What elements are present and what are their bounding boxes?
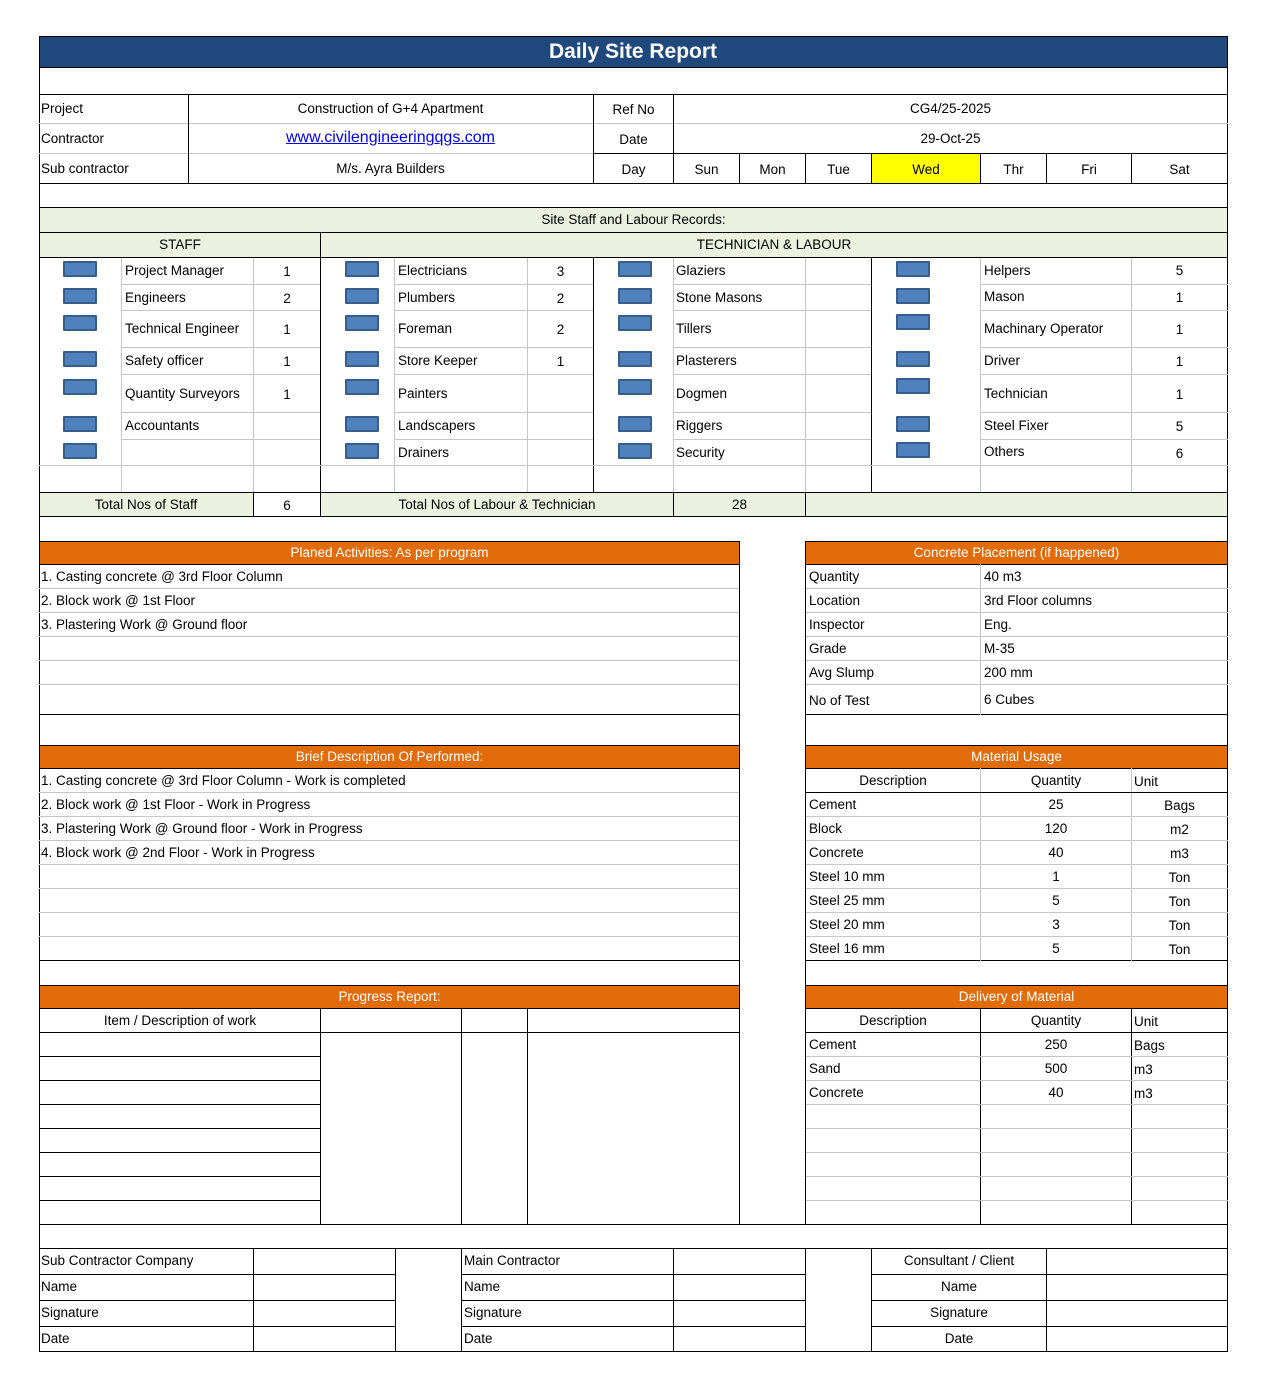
labour-count: 1: [1175, 290, 1184, 305]
material-usage-desc: Block: [809, 821, 843, 836]
labour-checkbox[interactable]: [345, 315, 379, 331]
labour-label: Helpers: [984, 263, 1031, 278]
staff-header: STAFF: [39, 232, 321, 258]
delivery-header: Quantity: [1030, 1013, 1082, 1028]
staff-count: 2: [283, 291, 291, 306]
staff-label: Quantity Surveyors: [125, 386, 240, 401]
material-usage-unit: m2: [1170, 822, 1189, 837]
labour-header: TECHNICIAN & LABOUR: [320, 232, 1228, 258]
total-staff-value: 6: [283, 498, 291, 513]
project-value: Construction of G+4 Apartment: [297, 101, 484, 116]
labour-label: Driver: [984, 353, 1020, 368]
concrete-value: 3rd Floor columns: [984, 593, 1093, 608]
labour-label: Foreman: [398, 321, 453, 336]
sub-date-label: Date: [41, 1331, 70, 1346]
material-usage-desc: Concrete: [809, 845, 864, 860]
delivery-unit: m3: [1134, 1062, 1153, 1077]
material-usage-desc: Cement: [809, 797, 857, 812]
delivery-desc: Cement: [809, 1037, 857, 1052]
staff-count: 1: [283, 264, 291, 279]
performed-status: Work in Progress: [211, 845, 315, 860]
delivery-qty: 500: [1044, 1061, 1068, 1076]
labour-count: 6: [1175, 446, 1184, 461]
labour-label: Store Keeper: [398, 353, 478, 368]
staff-label: Safety officer: [125, 353, 204, 368]
labour-label: Steel Fixer: [984, 418, 1049, 433]
sub-signature-label: Signature: [41, 1305, 99, 1320]
staff-count: 1: [283, 354, 291, 369]
concrete-label: Avg Slump: [809, 665, 875, 680]
material-usage-header: Description: [859, 773, 927, 788]
delivery-desc: Sand: [809, 1061, 841, 1076]
concrete-label: Grade: [809, 641, 847, 656]
delivery-title: Delivery of Material: [805, 985, 1228, 1009]
consultant-signature-label: Signature: [930, 1305, 988, 1320]
labour-count: 1: [556, 354, 565, 369]
performed-item: [41, 821, 363, 837]
staff-checkbox[interactable]: [63, 351, 97, 367]
labour-label: Security: [676, 445, 725, 460]
consultant-name-label: Name: [940, 1279, 977, 1294]
performed-item: [41, 797, 310, 813]
staff-checkbox[interactable]: [63, 379, 97, 395]
labour-checkbox[interactable]: [618, 443, 652, 459]
labour-label: Others: [984, 444, 1025, 459]
subcontractor-value: M/s. Ayra Builders: [336, 161, 445, 176]
concrete-value: 40 m3: [984, 569, 1022, 584]
day-thr[interactable]: Thr: [1003, 162, 1024, 177]
labour-count: 2: [556, 291, 565, 306]
labour-count: 3: [556, 264, 565, 279]
material-usage-qty: 1: [1052, 869, 1060, 884]
labour-checkbox[interactable]: [618, 416, 652, 432]
labour-count: 1: [1175, 387, 1184, 402]
day-wed[interactable]: Wed: [912, 162, 940, 177]
material-usage-desc: Steel 20 mm: [809, 917, 885, 932]
delivery-unit: m3: [1134, 1086, 1153, 1101]
material-usage-header: Unit: [1134, 774, 1159, 789]
day-tue[interactable]: Tue: [827, 162, 850, 177]
concrete-value: 200 mm: [984, 665, 1033, 680]
labour-count: 1: [1175, 354, 1184, 369]
material-usage-desc: Steel 25 mm: [809, 893, 885, 908]
day-sat[interactable]: Sat: [1169, 162, 1190, 177]
material-usage-unit: Bags: [1164, 798, 1195, 813]
delivery-qty: 250: [1044, 1037, 1068, 1052]
staff-label: Project Manager: [125, 263, 225, 278]
concrete-placement-title: Concrete Placement (if happened): [805, 541, 1228, 565]
concrete-label: Location: [809, 593, 861, 608]
delivery-header: Description: [859, 1013, 927, 1028]
material-usage-qty: 5: [1052, 941, 1060, 956]
labour-label: Painters: [398, 386, 448, 401]
staff-checkbox[interactable]: [63, 261, 97, 277]
date-value: 29-Oct-25: [920, 131, 981, 146]
performed-task: 3. Plastering Work @ Ground floor -: [41, 821, 260, 836]
labour-label: Riggers: [676, 418, 723, 433]
records-section-title: Site Staff and Labour Records:: [39, 207, 1228, 233]
performed-task: 1. Casting concrete @ 3rd Floor Column -: [41, 773, 295, 788]
labour-checkbox[interactable]: [345, 379, 379, 395]
material-usage-title: Material Usage: [805, 745, 1228, 769]
contractor-website-link[interactable]: www.civilengineeringqgs.com: [286, 129, 495, 146]
staff-checkbox[interactable]: [63, 288, 97, 304]
material-usage-unit: Ton: [1168, 870, 1191, 885]
date-label: Date: [619, 132, 648, 147]
labour-checkbox[interactable]: [896, 288, 930, 304]
total-labour-value: 28: [731, 497, 748, 512]
concrete-label: Quantity: [809, 569, 860, 584]
labour-label: Electricians: [398, 263, 468, 278]
concrete-label: No of Test: [809, 693, 870, 708]
labour-label: Glaziers: [676, 263, 726, 278]
delivery-qty: 40: [1048, 1085, 1064, 1100]
labour-count: 5: [1175, 419, 1184, 434]
concrete-value: M-35: [984, 641, 1015, 656]
labour-label: Mason: [984, 289, 1025, 304]
material-usage-unit: Ton: [1168, 918, 1191, 933]
staff-checkbox[interactable]: [63, 443, 97, 459]
performed-title: Brief Description Of Performed:: [39, 745, 740, 769]
delivery-header: Unit: [1134, 1014, 1159, 1029]
day-fri[interactable]: Fri: [1081, 162, 1097, 177]
ref-no-label: Ref No: [612, 102, 655, 117]
page-title: Daily Site Report: [39, 36, 1227, 67]
labour-checkbox[interactable]: [345, 261, 379, 277]
labour-checkbox[interactable]: [896, 261, 930, 277]
concrete-value: 6 Cubes: [984, 692, 1035, 707]
labour-label: Machinary Operator: [984, 321, 1104, 336]
labour-checkbox[interactable]: [345, 443, 379, 459]
performed-task: 2. Block work @ 1st Floor -: [41, 797, 207, 812]
delivery-desc: Concrete: [809, 1085, 864, 1100]
progress-item-header: Item / Description of work: [103, 1013, 257, 1028]
material-usage-qty: 120: [1044, 821, 1068, 836]
labour-checkbox[interactable]: [896, 351, 930, 367]
total-labour-label: Total Nos of Labour & Technician: [398, 497, 596, 512]
material-usage-desc: Steel 10 mm: [809, 869, 885, 884]
labour-label: Landscapers: [398, 418, 476, 433]
ref-no-value: CG4/25-2025: [909, 101, 992, 116]
day-sun[interactable]: Sun: [694, 162, 719, 177]
main-name-label: Name: [464, 1279, 501, 1294]
material-usage-qty: 40: [1048, 845, 1064, 860]
labour-label: Plumbers: [398, 290, 456, 305]
subcontractor-label: Sub contractor: [41, 161, 129, 176]
day-mon[interactable]: Mon: [759, 162, 786, 177]
staff-checkbox[interactable]: [63, 416, 97, 432]
performed-task: 4. Block work @ 2nd Floor -: [41, 845, 212, 860]
concrete-label: Inspector: [809, 617, 865, 632]
labour-checkbox[interactable]: [345, 288, 379, 304]
performed-status: Work is completed: [294, 773, 406, 788]
material-usage-unit: m3: [1170, 846, 1189, 861]
labour-checkbox[interactable]: [618, 351, 652, 367]
sub-name-label: Name: [41, 1279, 78, 1294]
planned-activities-title: Planed Activities: As per program: [39, 541, 740, 565]
material-usage-unit: Ton: [1168, 894, 1191, 909]
labour-count: 5: [1175, 263, 1184, 278]
planned-activity-item: 1. Casting concrete @ 3rd Floor Column: [41, 569, 283, 584]
labour-checkbox[interactable]: [345, 351, 379, 367]
contractor-label: Contractor: [41, 131, 105, 146]
total-staff-label: Total Nos of Staff: [94, 497, 198, 512]
staff-label: Accountants: [125, 418, 200, 433]
staff-label: Engineers: [125, 290, 186, 305]
day-label: Day: [621, 162, 646, 177]
labour-label: Plasterers: [676, 353, 737, 368]
labour-label: Technician: [984, 386, 1048, 401]
sub-contractor-company-label: Sub Contractor Company: [41, 1253, 194, 1268]
performed-item: [41, 845, 315, 861]
consultant-label: Consultant / Client: [903, 1253, 1015, 1268]
labour-label: Stone Masons: [676, 290, 763, 305]
labour-checkbox[interactable]: [345, 416, 379, 432]
labour-count: 2: [556, 322, 565, 337]
labour-label: Dogmen: [676, 386, 728, 401]
labour-checkbox[interactable]: [618, 261, 652, 277]
labour-checkbox[interactable]: [896, 378, 930, 394]
staff-count: 1: [283, 322, 291, 337]
material-usage-unit: Ton: [1168, 942, 1191, 957]
planned-activity-item: 2. Block work @ 1st Floor: [41, 593, 195, 608]
labour-checkbox[interactable]: [618, 288, 652, 304]
consultant-date-label: Date: [944, 1331, 974, 1346]
material-usage-qty: 5: [1052, 893, 1060, 908]
material-usage-desc: Steel 16 mm: [809, 941, 885, 956]
staff-checkbox[interactable]: [63, 315, 97, 331]
main-signature-label: Signature: [464, 1305, 522, 1320]
labour-checkbox[interactable]: [618, 315, 652, 331]
project-label: Project: [41, 101, 84, 116]
labour-checkbox[interactable]: [618, 379, 652, 395]
main-contractor-label: Main Contractor: [464, 1253, 561, 1268]
staff-count: 1: [283, 387, 291, 402]
main-date-label: Date: [464, 1331, 493, 1346]
performed-item: [41, 773, 406, 789]
labour-checkbox[interactable]: [896, 442, 930, 458]
delivery-unit: Bags: [1134, 1038, 1165, 1053]
progress-report-title: Progress Report:: [39, 985, 740, 1009]
staff-label: Technical Engineer: [125, 321, 240, 336]
material-usage-header: Quantity: [1030, 773, 1082, 788]
labour-checkbox[interactable]: [896, 416, 930, 432]
labour-label: Tillers: [676, 321, 712, 336]
material-usage-qty: 25: [1048, 797, 1064, 812]
labour-count: 1: [1175, 322, 1184, 337]
performed-status: Work in Progress: [259, 821, 363, 836]
concrete-value: Eng.: [984, 617, 1012, 632]
performed-status: Work in Progress: [207, 797, 311, 812]
planned-activity-item: 3. Plastering Work @ Ground floor: [41, 617, 248, 632]
labour-checkbox[interactable]: [896, 314, 930, 330]
labour-label: Drainers: [398, 445, 450, 460]
material-usage-qty: 3: [1052, 917, 1060, 932]
